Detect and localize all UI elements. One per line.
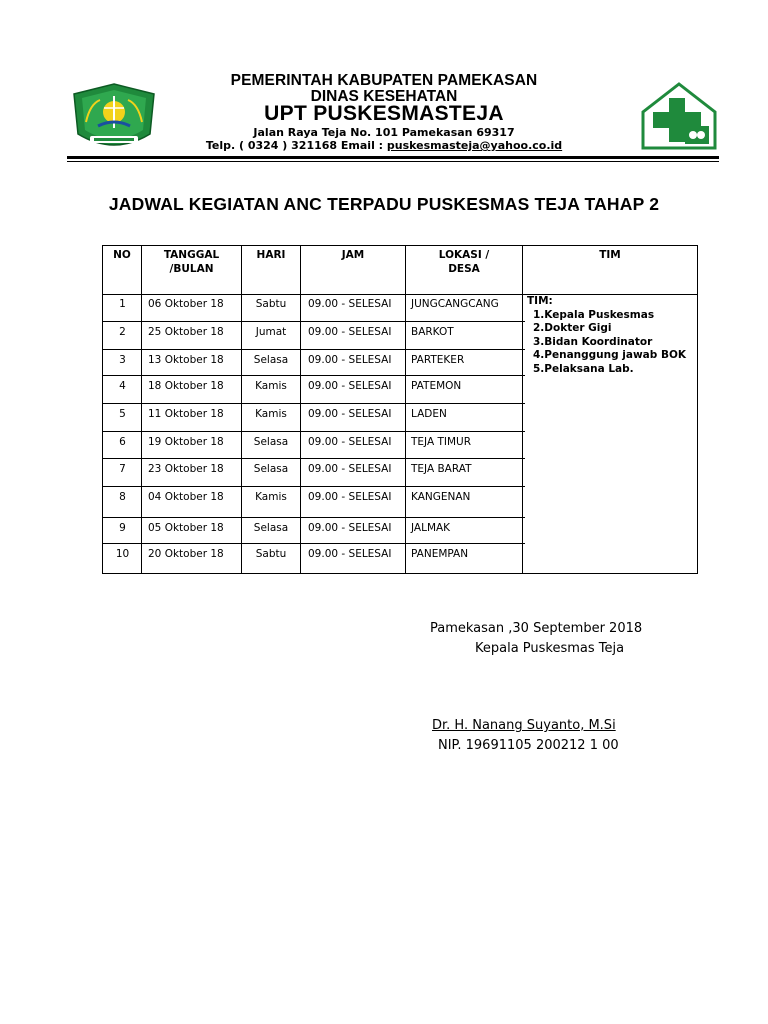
table-row xyxy=(103,321,525,350)
header-jam: JAM xyxy=(341,249,365,261)
header-tanggal-line2: /BULAN xyxy=(169,263,214,275)
letterhead-rule-thick xyxy=(67,156,719,159)
cell-tanggal: 11 Oktober 18 xyxy=(148,408,224,420)
cell-hari: Kamis xyxy=(255,408,287,420)
header-lokasi xyxy=(406,248,522,276)
tim-label: TIM: xyxy=(527,295,553,307)
letterhead-institution: UPT PUSKESMASTEJA xyxy=(264,102,504,125)
schedule-table xyxy=(102,245,698,574)
document-title: JADWAL KEGIATAN ANC TERPADU PUSKESMAS TEJA TAHAP 2 xyxy=(108,194,660,214)
cell-tanggal: 20 Oktober 18 xyxy=(148,548,224,560)
cell-lokasi: BARKOT xyxy=(411,326,454,338)
cell-no: 4 xyxy=(119,380,126,392)
cell-hari: Selasa xyxy=(253,436,289,448)
table-row xyxy=(103,349,525,376)
header-tanggal xyxy=(142,248,241,276)
cell-jam: 09.00 - SELESAI xyxy=(308,522,392,534)
cell-hari: Selasa xyxy=(253,522,289,534)
cell-jam: 09.00 - SELESAI xyxy=(308,548,392,560)
cell-jam: 09.00 - SELESAI xyxy=(308,408,392,420)
cell-tanggal: 23 Oktober 18 xyxy=(148,463,224,475)
cell-no: 2 xyxy=(119,326,126,338)
cell-no: 9 xyxy=(119,522,126,534)
tim-item: 5.Pelaksana Lab. xyxy=(533,362,634,375)
tim-item: 3.Bidan Koordinator xyxy=(533,335,653,348)
tim-item: 2.Dokter Gigi xyxy=(533,322,612,335)
cell-jam: 09.00 - SELESAI xyxy=(308,380,392,392)
cell-no: 7 xyxy=(119,463,126,475)
table-row xyxy=(103,294,525,321)
cell-hari: Jumat xyxy=(255,326,287,338)
cell-jam: 09.00 - SELESAI xyxy=(308,298,392,310)
signature-name: Dr. H. Nanang Suyanto, M.Si xyxy=(432,718,616,733)
table-row xyxy=(103,375,525,404)
cell-jam: 09.00 - SELESAI xyxy=(308,326,392,338)
table-row xyxy=(103,431,525,459)
cell-tanggal: 25 Oktober 18 xyxy=(148,326,224,338)
signature-place-date: Pamekasan ,30 September 2018 xyxy=(430,621,643,636)
cell-jam: 09.00 - SELESAI xyxy=(308,354,392,366)
table-row xyxy=(103,458,525,487)
cell-jam: 09.00 - SELESAI xyxy=(308,463,392,475)
cell-no: 8 xyxy=(119,491,126,503)
cell-no: 3 xyxy=(119,354,126,366)
letterhead-contact xyxy=(160,139,608,152)
header-hari: HARI xyxy=(256,249,286,261)
cell-tanggal: 19 Oktober 18 xyxy=(148,436,224,448)
puskesmas-logo-icon xyxy=(641,82,717,150)
table-row xyxy=(103,517,525,544)
letterhead-department: DINAS KESEHATAN xyxy=(310,88,458,105)
regency-emblem-icon xyxy=(70,82,158,154)
table-header-row xyxy=(103,246,697,295)
cell-hari: Kamis xyxy=(255,380,287,392)
cell-tanggal: 05 Oktober 18 xyxy=(148,522,224,534)
tim-item: 4.Penanggung jawab BOK xyxy=(533,349,687,362)
cell-lokasi: PANEMPAN xyxy=(411,548,469,560)
cell-no: 5 xyxy=(119,408,126,420)
cell-hari: Selasa xyxy=(253,354,289,366)
letterhead-email-link[interactable]: puskesmasteja@yahoo.co.id xyxy=(386,139,563,152)
cell-hari: Sabtu xyxy=(255,298,287,310)
letterhead-address: Jalan Raya Teja No. 101 Pamekasan 69317 xyxy=(253,126,515,139)
header-lokasi-line1: LOKASI / xyxy=(438,249,490,261)
cell-lokasi: TEJA BARAT xyxy=(411,463,472,475)
cell-lokasi: TEJA TIMUR xyxy=(411,436,472,448)
cell-tanggal: 04 Oktober 18 xyxy=(148,491,224,503)
cell-lokasi: JALMAK xyxy=(411,522,451,534)
cell-hari: Kamis xyxy=(255,491,287,503)
header-lokasi-line2: DESA xyxy=(448,263,480,275)
cell-jam: 09.00 - SELESAI xyxy=(308,436,392,448)
header-tanggal-line1: TANGGAL xyxy=(163,249,220,261)
tim-item: 1.Kepala Puskesmas xyxy=(533,308,655,321)
letterhead-rule-thin xyxy=(67,161,719,162)
table-row xyxy=(103,486,525,518)
cell-lokasi: KANGENAN xyxy=(411,491,471,503)
cell-tanggal: 18 Oktober 18 xyxy=(148,380,224,392)
cell-lokasi: PARTEKER xyxy=(411,354,465,366)
cell-tanggal: 06 Oktober 18 xyxy=(148,298,224,310)
cell-lokasi: JUNGCANGCANG xyxy=(411,298,499,310)
cell-hari: Sabtu xyxy=(255,548,287,560)
cell-lokasi: LADEN xyxy=(411,408,447,420)
cell-tanggal: 13 Oktober 18 xyxy=(148,354,224,366)
cell-no: 1 xyxy=(119,298,126,310)
table-row xyxy=(103,403,525,432)
signature-role: Kepala Puskesmas Teja xyxy=(475,641,625,656)
cell-no: 6 xyxy=(119,436,126,448)
cell-lokasi: PATEMON xyxy=(411,380,462,392)
header-tim: TIM xyxy=(599,249,621,261)
signature-nip: NIP. 19691105 200212 1 00 xyxy=(438,738,619,753)
letterhead-phone: Telp. ( 0324 ) 321168 Email : xyxy=(205,139,387,152)
tim-cell xyxy=(527,295,686,377)
cell-no: 10 xyxy=(115,548,130,560)
cell-jam: 09.00 - SELESAI xyxy=(308,491,392,503)
table-row xyxy=(103,543,525,574)
cell-hari: Selasa xyxy=(253,463,289,475)
header-no: NO xyxy=(113,249,131,261)
letterhead-government: PEMERINTAH KABUPATEN PAMEKASAN xyxy=(230,72,538,89)
